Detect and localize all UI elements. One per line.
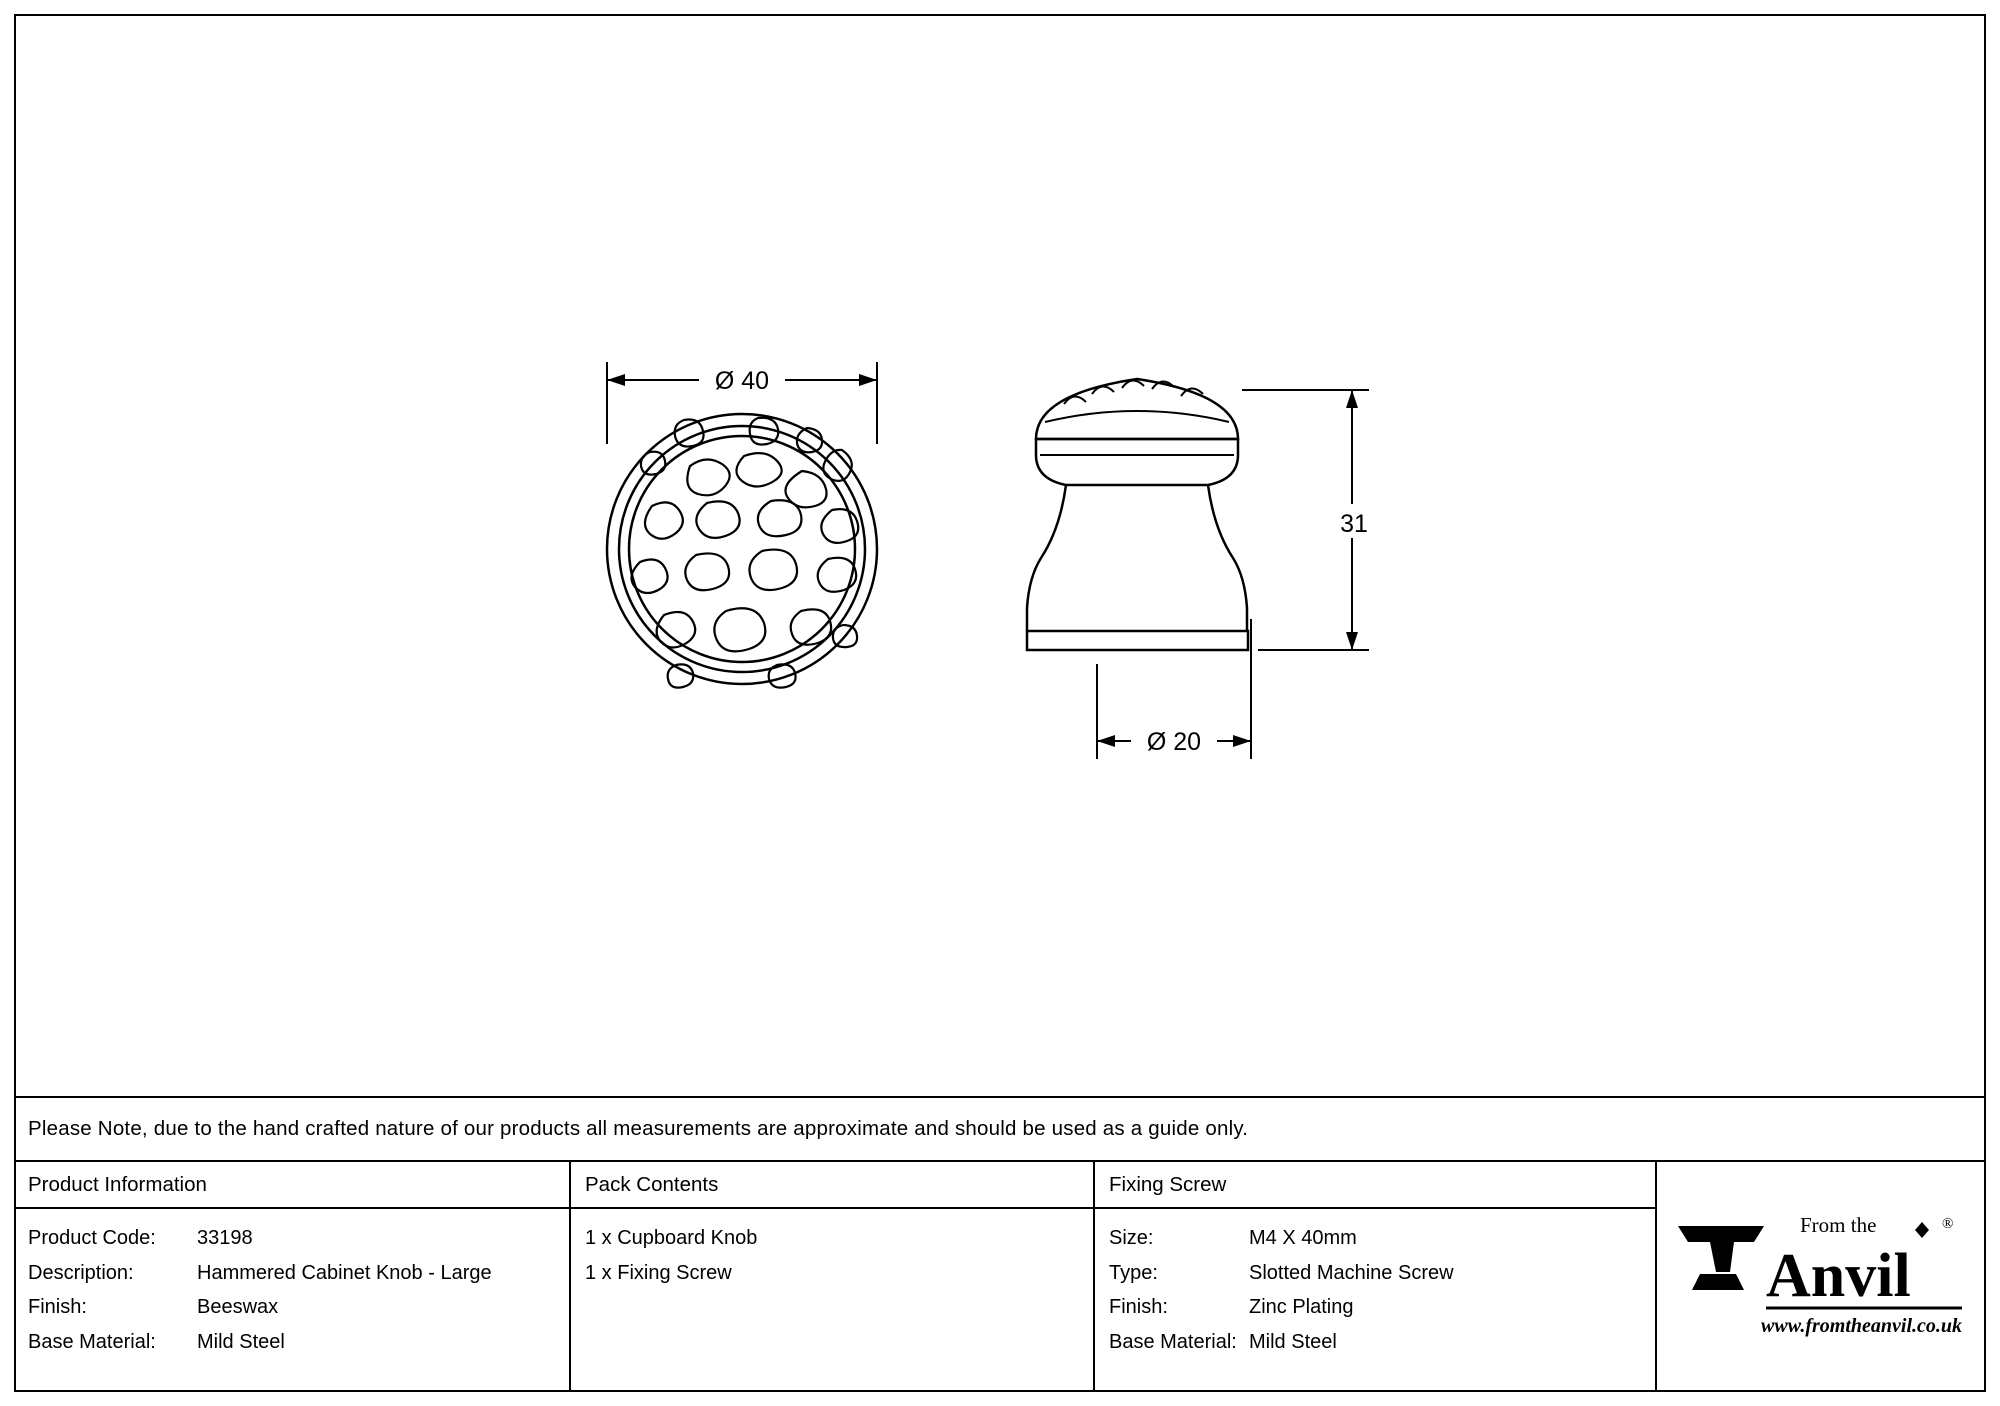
description-label: Description: — [28, 1261, 134, 1284]
screw-finish-row — [1109, 1294, 1655, 1321]
brand-logo — [1657, 1162, 1982, 1392]
pack-contents-line: 1 x Fixing Screw — [585, 1261, 732, 1284]
screw-base-material-row — [1109, 1329, 1655, 1356]
pack-contents-body — [571, 1209, 1093, 1286]
dim-label-diameter-base: Ø 20 — [1146, 728, 1202, 756]
screw-finish-label: Finish: — [1109, 1296, 1168, 1319]
finish-row — [28, 1294, 569, 1321]
finish-value: Beeswax — [197, 1296, 279, 1319]
screw-type-label: Type: — [1109, 1261, 1158, 1284]
specification-table — [14, 1162, 1986, 1392]
dim-label-diameter-top: Ø 40 — [714, 367, 770, 395]
disclaimer-row — [14, 1096, 1986, 1162]
product-code-row — [28, 1225, 569, 1252]
screw-type-row — [1109, 1260, 1655, 1287]
anvil-icon — [1678, 1226, 1764, 1290]
side-view — [1027, 379, 1248, 650]
finish-label: Finish: — [28, 1296, 87, 1319]
anvil-logo-graphic — [1670, 1192, 1970, 1362]
screw-type-value: Slotted Machine Screw — [1249, 1261, 1454, 1284]
screw-base-material-label: Base Material: — [1109, 1330, 1237, 1353]
fixing-screw-heading: Fixing Screw — [1095, 1162, 1655, 1209]
diamond-icon — [1915, 1222, 1929, 1238]
screw-size-row — [1109, 1225, 1655, 1252]
product-information-column — [14, 1162, 571, 1392]
product-information-heading: Product Information — [14, 1162, 569, 1209]
brand-logo-column — [1657, 1162, 1982, 1392]
base-material-row — [28, 1329, 569, 1356]
screw-size-label: Size: — [1109, 1227, 1154, 1249]
fixing-screw-body — [1095, 1209, 1655, 1355]
base-material-label: Base Material: — [28, 1330, 156, 1353]
screw-finish-value: Zinc Plating — [1249, 1296, 1354, 1319]
screw-size-value: M4 X 40mm — [1249, 1227, 1357, 1249]
pack-contents-line: 1 x Cupboard Knob — [585, 1227, 758, 1249]
base-material-value: Mild Steel — [197, 1330, 285, 1353]
product-information-body — [14, 1209, 569, 1355]
pack-contents-heading: Pack Contents — [571, 1162, 1093, 1209]
screw-base-material-value: Mild Steel — [1249, 1330, 1337, 1353]
logo-anvil-wordmark: Anvil — [1765, 1242, 1911, 1310]
disclaimer-text: Please Note, due to the hand crafted nature of our products all measurements are approximate and should be used as a guide only. — [28, 1117, 1249, 1140]
logo-registered-mark: ® — [1941, 1216, 1953, 1232]
drawing-area — [14, 14, 1986, 1096]
dim-label-height: 31 — [1340, 510, 1368, 538]
description-row — [28, 1260, 569, 1287]
knob-drawing — [14, 14, 1986, 1096]
product-code-value: 33198 — [197, 1227, 253, 1249]
description-value: Hammered Cabinet Knob - Large — [197, 1261, 492, 1284]
product-code-label: Product Code: — [28, 1227, 156, 1249]
fixing-screw-column — [1095, 1162, 1657, 1392]
logo-website-url: www.fromtheanvil.co.uk — [1760, 1315, 1962, 1337]
pack-contents-column — [571, 1162, 1095, 1392]
logo-from-the-text: From the — [1799, 1213, 1876, 1237]
